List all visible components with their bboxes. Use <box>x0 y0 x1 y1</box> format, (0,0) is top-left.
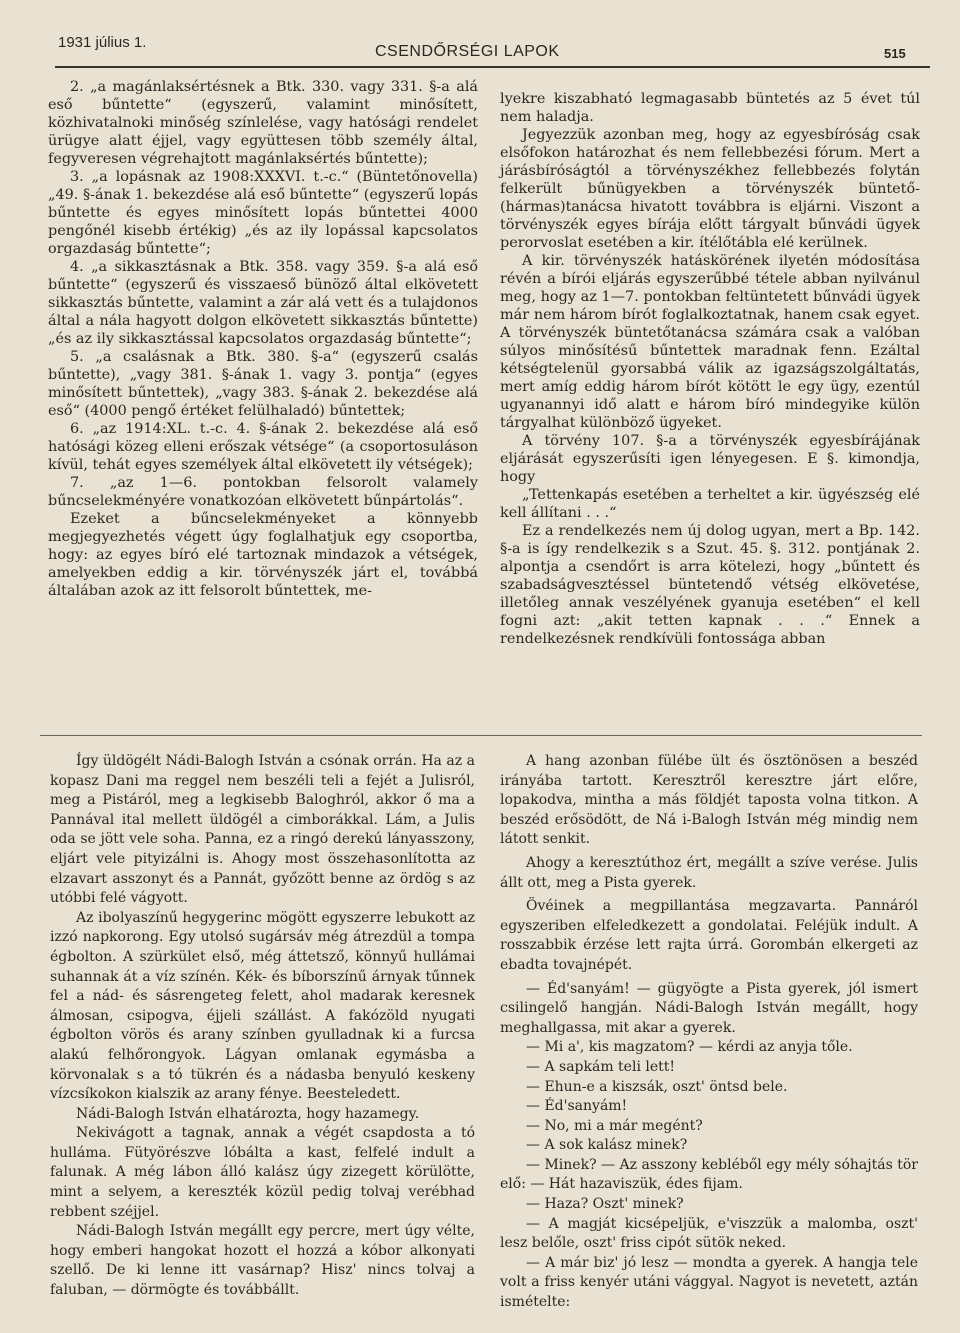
paragraph: Így üldögélt Nádi-Balogh István a csónak orrán. Ha az a kopasz Dani ma reggel nem beszéli teli a fejét a Julisról, meg a Pistáról, meg a legkisebb Baloghról, akkor ő ma a Pannával ital mellett üldögél a cimborákkal. Lám, a Julis oda se jött vele soha. Panna, ez a ringó derekú lányasszony, eljárt vele pityizálni is. Ahogy most összehasonlította az elzavart asszonyt és a Pannát, győzött benne az ördög s az utóbbi felé vágyott. <box>50 753 475 907</box>
paragraph: 4. „a sikkasztásnak a Btk. 358. vagy 359. §-a alá eső bűntette“ (egyszerű és visszaeső bünöző által elkövetett sikkasztás bűntette, valamint a zár alá vett és a tulajdonos által a nála hagyott dolgon elkövetett sikkasztás bűntette) „és az ily sikkasztással kapcsolatos orgazdaság bűntette“; <box>48 259 478 347</box>
header-rule <box>55 66 930 68</box>
dialogue-line: — A sok kalász minek? <box>526 1137 688 1154</box>
dialogue-line: — Éd'sanyám! — gügyögte a Pista gyerek, jól ismert csilingelő hangján. Nádi-Balogh István megállt, hogy meghallgassa, mit akar a gyerek. <box>500 980 918 1036</box>
paragraph: Ezeket a bűncselekményeket a könnyebb megjegyezhetés végett úgy foglalhatjuk egy csoportba, hogy: az egyes bíró elé tartoznak mindazok a vétségek, amelyekben eddig a kir. törvényszék járt el, továbbá általában azok az itt felsorolt bűntettek, me- <box>48 511 478 599</box>
upper-left-column <box>48 78 478 600</box>
dialogue-line: — Éd'sanyám! <box>526 1098 628 1115</box>
dialogue-line: — No, mi a már megént? <box>526 1117 703 1134</box>
paragraph: Nádi-Balogh István megállt egy percre, mert úgy vélte, hogy emberi hangokat hozott el hozzá a kóbor alkonyati szellő. De ki lenne itt vasárnap? Hisz' nincs tolvaj a faluban, — dörmögte és továbbállt. <box>50 1223 475 1299</box>
paragraph: 3. „a lopásnak az 1908:XXXVI. t.-c.“ (Büntetőnovella) „49. §-ának 1. bekezdése alá eső bűntette“ (egyszerű lopás bűntette és egyes minősített lopás bűntettei 4000 pengőnél kisebb értékig) „és az ily lopással kapcsolatos orgazdaság bűntette“; <box>48 169 478 257</box>
issue-date: 1931 július 1. <box>58 34 147 51</box>
dialogue-line: — A magját kicsépeljük, e'viszzük a malomba, oszt' lesz belőle, oszt' friss cipót sütök neked. <box>500 1215 918 1252</box>
paragraph: 5. „a csalásnak a Btk. 380. §-a“ (egyszerű csalás bűntette), „vagy 381. §-ának 1. vagy 3. pontja“ (egyes minősített bűntettek), „vagy 383. §-ának 2. bekezdése alá eső“ (4000 pengő értéket felülhaladó) bűntettek; <box>48 349 478 419</box>
lower-right-column <box>500 752 918 1313</box>
paragraph: Övéinek a megpillantása megzavarta. Pannáról egyszeriben elfeledkezett a gondolatai. Feléjük indult. A rosszabbik érzése lett rajta úrrá. Gorombán elkergeti az ebadta tovajnépét. <box>500 898 918 973</box>
paragraph: Ez a rendelkezés nem új dolog ugyan, mert a Bp. 142. §-a is így rendelkezik s a Szut. 45. §. 312. pontjának 2. alpontja a csendőrt is arra kötelezi, hogy „bűntett és szabadságvesztéssel büntetendő vétség elkövetése, illetőleg annak veszélyének gyanuja esetében“ el kell fogni azt: „akit tetten kapnak . . .“ Ennek a rendelkezésnek rendkívüli fontossága abban <box>500 523 920 647</box>
paragraph: lyekre kiszabható legmagasabb büntetés az 5 évet túl nem haladja. <box>500 91 920 125</box>
paragraph: Az ibolyaszínű hegygerinc mögött egyszerre lebukott az izzó napkorong. Egy utolsó sugársáv még átrezdül a tompa égbolton. A szürkület első, még áttetsző, könnyű hullámai suhannak át a víz színén. Kék- és bíborszínű árnyak tűnnek fel a nád- és sásrengeteg felett, ahol madarak keresnek álmosan, csipogva, éjjeli szállást. A fakózöld nyugati égbolton vörös és arany színben gyulladnak ki a furcsa alakú felhőrongyok. Lágyan omlanak egymásba a körvonalak s a tó tükrén és a nádasba benyuló keskeny vízcsíkokon kialszik az arany fénye. Beesteledett. <box>50 909 475 1103</box>
dialogue-line: — Ehun-e a kiszsák, oszt' öntsd bele. <box>526 1078 788 1095</box>
dialogue-line: — Mi a', kis magzatom? — kérdi az anyja tőle. <box>526 1039 853 1056</box>
dialogue-line: — A sapkám teli lett! <box>526 1058 676 1075</box>
paragraph: Jegyezzük azonban meg, hogy az egyesbíróság csak elsőfokon határozhat és nem fellebbezési fórum. Mert a járásbíróságtól a törvényszékhez fellebbezés folytán felkerült bűnügyekben a törvényszék büntető-(hármas)tanácsa hivatott továbbra is eljárni. Viszont a törvényszék egyes bírája előtt tárgyalt bűnvádi ügyek perorvoslat esetében a kir. ítélőtábla elé kerülnek. <box>500 127 920 251</box>
paragraph: „Tettenkapás esetében a terheltet a kir. ügyészség elé kell állítani . . .“ <box>500 487 920 521</box>
paragraph: A kir. törvényszék hatáskörének ilyetén módosítása révén a bírói eljárás egyszerűbbé tétele abban nyilvánul meg, hogy az 1—7. pontokban feltüntetett bűnvádi ügyek már nem három bírót foglalkoztatnak, hanem csak egyet. A törvényszék büntetőtanácsa számára csak a valóban súlyos minősítésű bűntettek maradnak fenn. Ezáltal kétségtelenül gyorsabbá válik az igazságszolgáltatás, mert amíg eddig három bírót kötött le egy ügy, ezentúl ugyanannyi idő alatt e három bíró mindegyike külön tárgyalhat különböző ügyeket. <box>500 253 920 431</box>
paragraph: Nádi-Balogh István elhatározta, hogy hazamegy. <box>76 1105 420 1122</box>
upper-right-column <box>500 90 920 648</box>
dialogue-line: — A már biz' jó lesz — mondta a gyerek. A hangja tele volt a friss kenyér utáni vággyal. Nagyot is nevetett, aztán ismételte: <box>500 1254 918 1311</box>
paragraph: 2. „a magánlaksértésnek a Btk. 330. vagy 331. §-a alá eső bűntette“ (egyszerű, valamint minősített, közhivatalnoki minőség színlelése, vagy hatósági rendelet ürügye alatt éjjel, vagy együttesen több személy által, fegyveresen végrehajtott magánlaksértés bűntette); <box>48 79 478 167</box>
paragraph: A hang azonban fülébe ült és ösztönösen a beszéd irányába tartott. Keresztről keresztre járt előre, lopakodva, mintha a más földjét taposta volna titkon. A beszéd erősödött, de Ná i-Balogh István még mindig nem látott senkit. <box>500 753 918 848</box>
dialogue-line: — Haza? Oszt' minek? <box>526 1196 684 1213</box>
publication-title: CSENDŐRSÉGI LAPOK <box>375 43 560 60</box>
lower-left-column <box>50 752 475 1301</box>
dialogue-line: — Minek? — Az asszony kebléből egy mély sóhajtás tör elő: — Hát hazaviszük, édes fijam. <box>500 1156 918 1193</box>
paragraph: Ahogy a keresztúthoz ért, megállt a szíve verése. Julis állt ott, meg a Pista gyerek. <box>500 854 918 891</box>
paragraph: Nekivágott a tagnak, annak a végét csapdosta a tó hulláma. Fütyörészve lóbálta a kast, felfelé indult a falunak. A még lábon álló kalász úgy zizegett körülötte, mint a selyem, a kereszték közül pedig tolvaj verébhad rebbent széjjel. <box>50 1125 475 1220</box>
section-divider <box>40 735 922 736</box>
paragraph: 7. „az 1—6. pontokban felsorolt valamely bűncselekményére vonatkozóan elkövetett bűnpártolás“. <box>48 475 478 509</box>
paragraph: 6. „az 1914:XL. t.-c. 4. §-ának 2. bekezdése alá eső hatósági közeg elleni erőszak vétsége“ (a csoportosuláson kívül, tehát egyes személyek által elkövetett ily vétségek); <box>48 421 478 473</box>
paragraph: A törvény 107. §-a a törvényszék egyesbírájának eljárását egyszerűsíti igen lényegesen. E §. kimondja, hogy <box>500 433 920 485</box>
page-number: 515 <box>884 46 906 61</box>
